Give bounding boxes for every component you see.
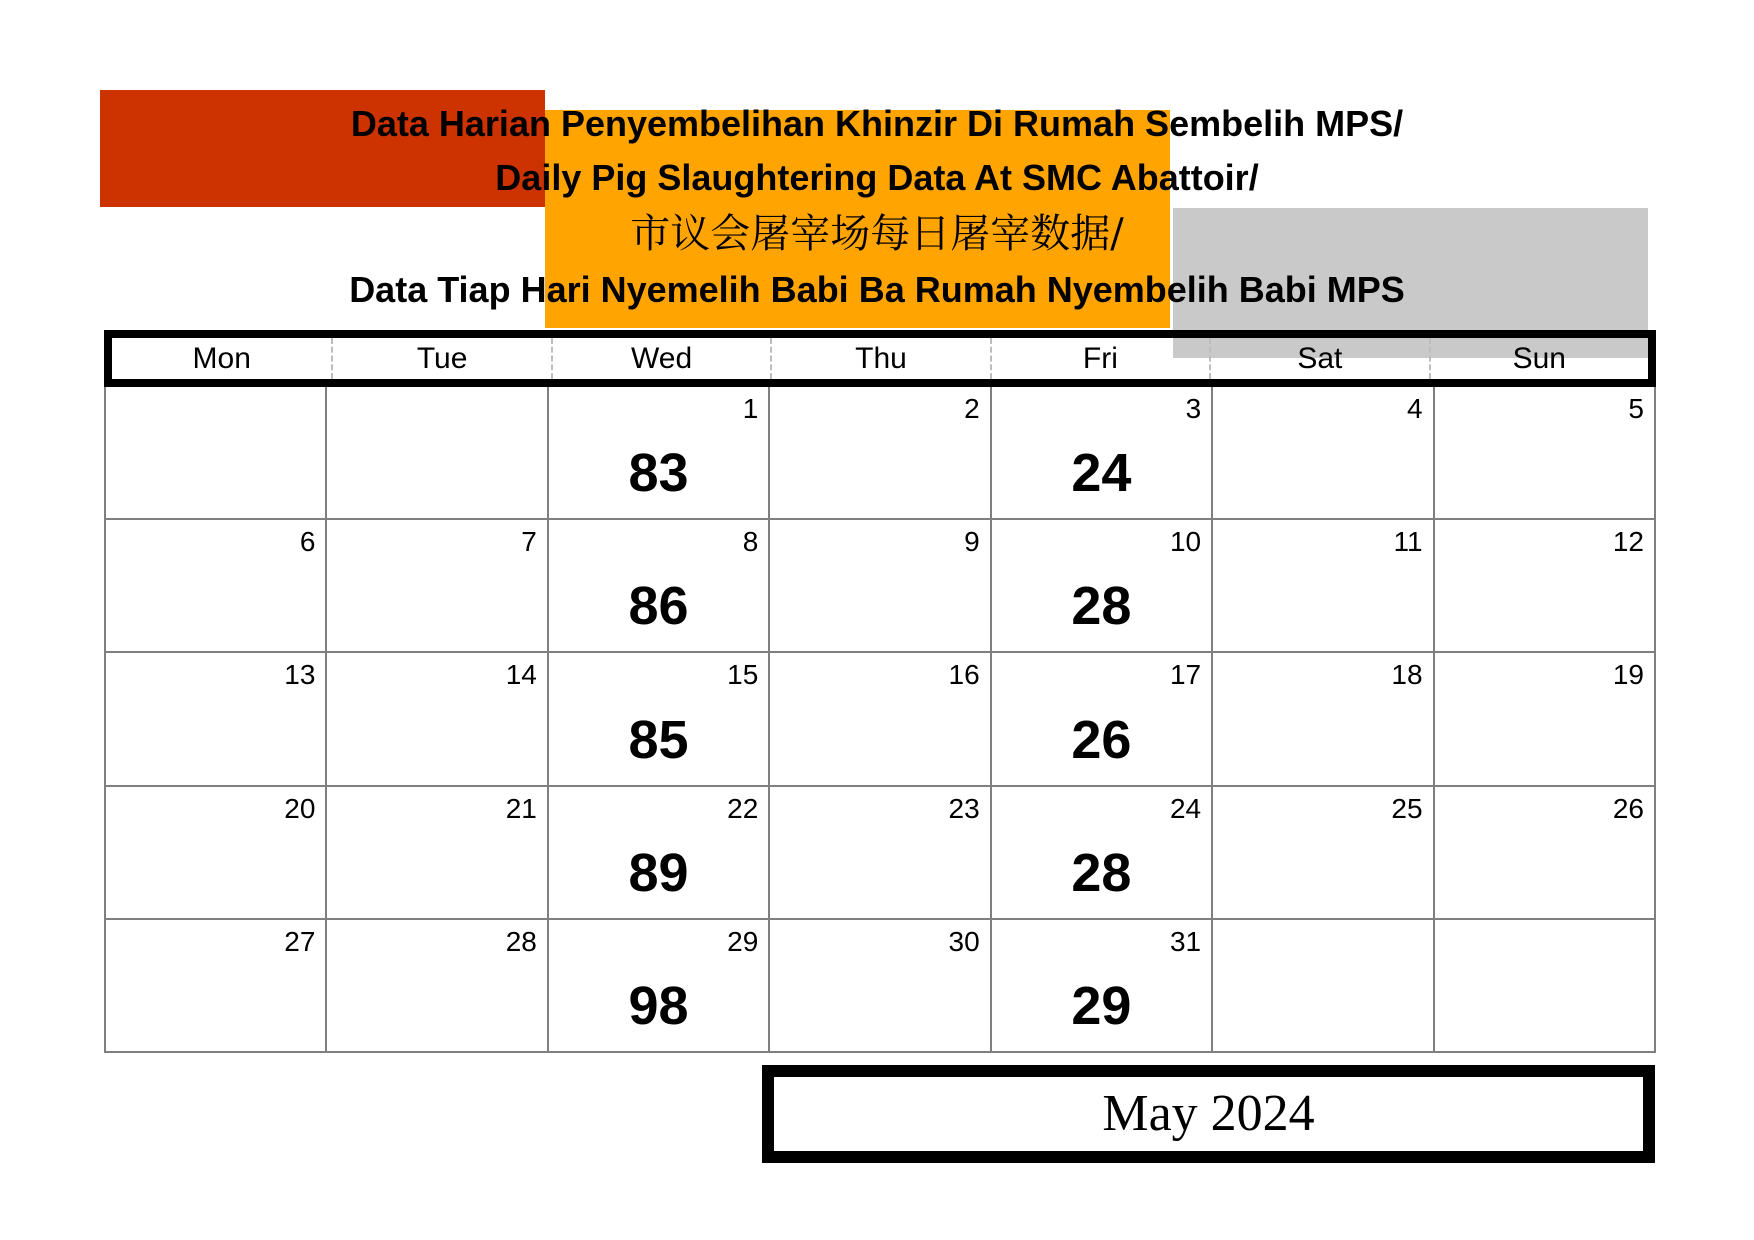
date-number: 28 bbox=[505, 925, 537, 957]
day-cell bbox=[327, 520, 548, 653]
day-cell bbox=[1435, 520, 1656, 653]
date-number: 6 bbox=[299, 526, 316, 558]
date-number: 15 bbox=[727, 659, 759, 691]
date-number: 17 bbox=[1169, 659, 1202, 691]
date-number: 7 bbox=[521, 526, 537, 558]
day-cell bbox=[1435, 787, 1656, 920]
day-cell bbox=[1435, 653, 1656, 786]
slaughter-count: 24 bbox=[1071, 443, 1132, 504]
day-cell bbox=[770, 653, 991, 786]
day-cell bbox=[327, 387, 548, 520]
date-number: 3 bbox=[1185, 393, 1202, 424]
weekday-header-wed: Wed bbox=[551, 338, 770, 379]
day-cell bbox=[1435, 920, 1656, 1053]
day-cell bbox=[770, 787, 991, 920]
date-number: 19 bbox=[1612, 659, 1644, 691]
slaughter-count: 26 bbox=[1071, 709, 1132, 770]
day-cell bbox=[549, 653, 770, 786]
day-cell bbox=[106, 387, 327, 520]
slaughter-count: 85 bbox=[628, 709, 689, 770]
date-number: 24 bbox=[1169, 792, 1202, 824]
date-number: 25 bbox=[1391, 792, 1423, 824]
weekday-header-mon: Mon bbox=[192, 341, 251, 375]
date-number: 31 bbox=[1169, 925, 1202, 957]
title-english: Daily Pig Slaughtering Data At SMC Abattoir/ bbox=[495, 157, 1259, 198]
title-malay: Data Harian Penyembelihan Khinzir Di Rumah Sembelih MPS/ bbox=[350, 103, 1404, 144]
day-cell bbox=[106, 653, 327, 786]
date-number: 16 bbox=[948, 659, 980, 691]
calendar-grid bbox=[104, 387, 1656, 1053]
weekday-header-thu: Thu bbox=[770, 338, 989, 379]
month-label: May 2024 bbox=[1102, 1085, 1315, 1142]
date-number: 14 bbox=[505, 659, 537, 691]
date-number: 10 bbox=[1169, 526, 1202, 558]
date-number: 2 bbox=[964, 393, 980, 424]
day-cell bbox=[549, 787, 770, 920]
date-number: 22 bbox=[727, 792, 759, 824]
date-number: 8 bbox=[742, 526, 759, 558]
title-chinese: 市议会屠宰场每日屠宰数据/ bbox=[630, 211, 1124, 257]
day-cell bbox=[992, 520, 1213, 653]
calendar-weekday-header bbox=[104, 330, 1656, 387]
slaughter-count: 29 bbox=[1071, 975, 1132, 1036]
day-cell bbox=[992, 787, 1213, 920]
weekday-header-sun: Sun bbox=[1429, 338, 1648, 379]
weekday-header-tue: Tue bbox=[331, 338, 550, 379]
date-number: 12 bbox=[1612, 526, 1644, 558]
day-cell bbox=[549, 520, 770, 653]
date-number: 4 bbox=[1406, 393, 1423, 424]
slaughter-count: 28 bbox=[1071, 842, 1132, 903]
slaughter-count: 83 bbox=[628, 443, 689, 504]
weekday-header-sat: Sat bbox=[1209, 338, 1428, 379]
day-cell bbox=[106, 920, 327, 1053]
day-cell bbox=[770, 920, 991, 1053]
date-number: 9 bbox=[964, 526, 980, 558]
weekday-header-fri: Fri bbox=[990, 338, 1209, 379]
day-cell bbox=[992, 920, 1213, 1053]
date-number: 20 bbox=[284, 792, 316, 824]
slaughter-count: 28 bbox=[1071, 576, 1132, 637]
day-cell bbox=[1213, 920, 1434, 1053]
day-cell bbox=[106, 520, 327, 653]
day-cell bbox=[1213, 387, 1434, 520]
day-cell bbox=[1213, 787, 1434, 920]
day-cell bbox=[992, 387, 1213, 520]
day-cell bbox=[1213, 653, 1434, 786]
slaughter-count: 89 bbox=[628, 842, 689, 903]
day-cell bbox=[327, 787, 548, 920]
day-cell bbox=[327, 653, 548, 786]
day-cell bbox=[770, 387, 991, 520]
day-cell bbox=[549, 387, 770, 520]
date-number: 13 bbox=[284, 659, 316, 691]
date-number: 5 bbox=[1628, 393, 1644, 424]
date-number: 30 bbox=[948, 925, 980, 957]
day-cell bbox=[549, 920, 770, 1053]
month-label-box bbox=[762, 1065, 1655, 1163]
date-number: 18 bbox=[1391, 659, 1423, 691]
date-number: 21 bbox=[505, 792, 537, 824]
slaughter-count: 98 bbox=[628, 975, 689, 1036]
date-number: 23 bbox=[948, 792, 980, 824]
date-number: 1 bbox=[742, 393, 759, 424]
day-cell bbox=[106, 787, 327, 920]
date-number: 11 bbox=[1393, 526, 1423, 558]
date-number: 27 bbox=[284, 925, 316, 957]
day-cell bbox=[770, 520, 991, 653]
day-cell bbox=[1213, 520, 1434, 653]
day-cell bbox=[1435, 387, 1656, 520]
date-number: 29 bbox=[727, 925, 759, 957]
slaughter-count: 86 bbox=[628, 576, 689, 637]
day-cell bbox=[327, 920, 548, 1053]
day-cell bbox=[992, 653, 1213, 786]
title-iban: Data Tiap Hari Nyemelih Babi Ba Rumah Nyembelih Babi MPS bbox=[349, 269, 1405, 310]
date-number: 26 bbox=[1612, 792, 1644, 824]
